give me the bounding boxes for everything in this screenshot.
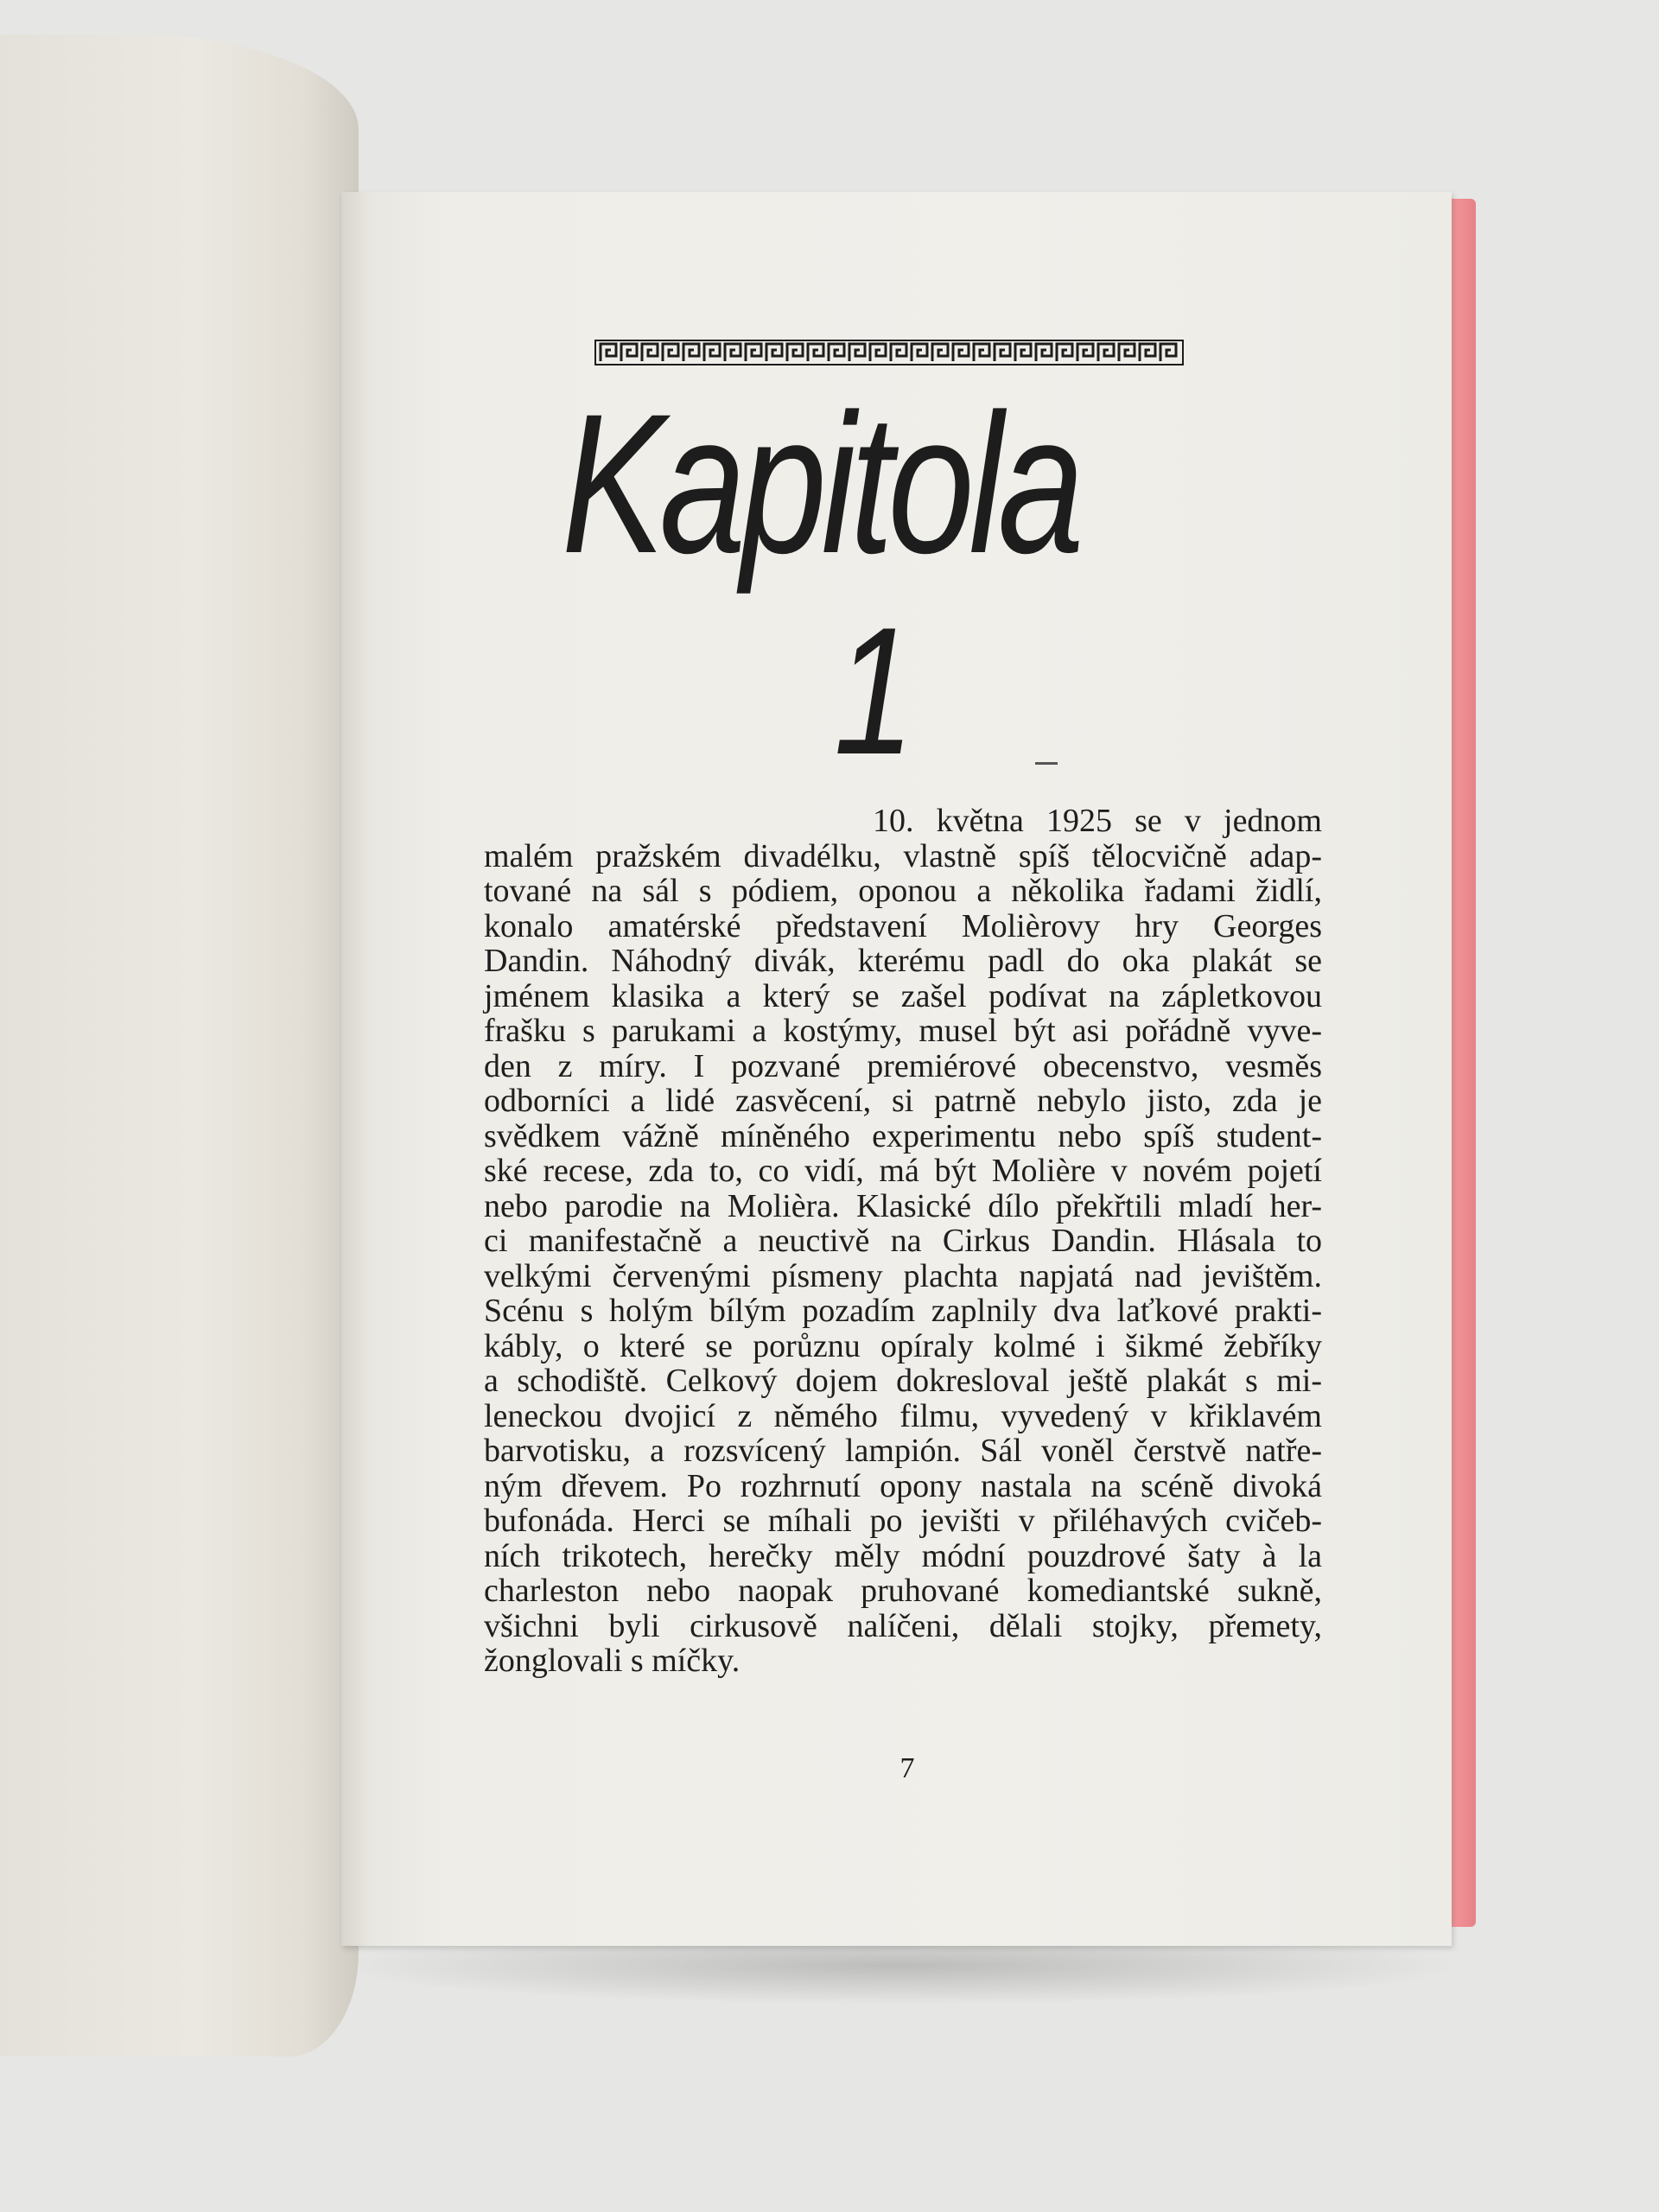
greek-key-ornament <box>594 335 1184 370</box>
text-line: charleston nebo naopak pruhované komediantské sukně, <box>484 1573 1322 1609</box>
meander-segment <box>683 344 699 361</box>
text-line: kábly, o které se porůznu opíraly kolmé i šikmé žebříky <box>484 1327 1322 1364</box>
text-line: velkými červenými písmeny plachta napjatá nad jevištěm. <box>484 1257 1322 1294</box>
chapter-title: Kapitola <box>562 372 1079 594</box>
meander-segment <box>1119 344 1135 361</box>
text-line: frašku s parukami a kostýmy, musel být asi pořádně vyve- <box>484 1013 1322 1049</box>
text-line: den z míry. I pozvané premiérové obecenstvo, vesměs <box>484 1047 1322 1084</box>
meander-segment <box>746 344 761 361</box>
text-line: ným dřevem. Po rozhrnutí opony nastala na scéně divoká <box>484 1467 1322 1504</box>
meander-segment <box>663 344 678 361</box>
meander-segment <box>621 344 637 361</box>
text-line: ci manifestačně a neuctivě na Cirkus Dandin. Hlásala to <box>484 1223 1322 1259</box>
meander-segment <box>974 344 989 361</box>
ink-mark <box>1035 762 1058 765</box>
meander-segment <box>1098 344 1114 361</box>
meander-segment <box>1160 344 1176 361</box>
text-line: Dandin. Náhodný divák, kterému padl do oka plakát se <box>484 943 1322 979</box>
meander-segment <box>1015 344 1031 361</box>
chapter-paragraph <box>484 804 1322 1679</box>
text-line: bufonáda. Herci se míhali po jevišti v přiléhavých cvičeb- <box>484 1503 1322 1539</box>
text-line: konalo amatérské představení Molièrovy hry Georges <box>484 907 1322 944</box>
text-line: žonglovali s míčky. <box>484 1643 741 1679</box>
meander-segment <box>932 344 948 361</box>
text-line: 10. května 1925 se v jednom <box>873 803 1322 839</box>
text-line: a schodiště. Celkový dojem dokresloval ještě plakát s mi- <box>484 1363 1322 1399</box>
meander-segment <box>787 344 803 361</box>
page-number: 7 <box>899 1752 915 1784</box>
meander-segment <box>1057 344 1072 361</box>
meander-segment <box>870 344 886 361</box>
text-line: ních trikotech, herečky měly módní pouzdrové šaty à la <box>484 1537 1322 1574</box>
text-line: všichni byli cirkusově nalíčeni, dělali stojky, přemety, <box>484 1607 1322 1644</box>
chapter-number: 1 <box>834 589 915 792</box>
meander-segment <box>1077 344 1093 361</box>
meander-segment <box>725 344 741 361</box>
text-line: svědkem vážně míněného experimentu nebo spíš student- <box>484 1117 1322 1154</box>
meander-segment <box>766 344 782 361</box>
text-line: barvotisku, a rozsvícený lampión. Sál voněl čerstvě natře- <box>484 1433 1322 1469</box>
left-page <box>0 35 359 2056</box>
meander-segment <box>601 344 616 361</box>
meander-segment <box>995 344 1010 361</box>
meander-segment <box>953 344 969 361</box>
meander-segment <box>912 344 927 361</box>
text-line: odborníci a lidé zasvěcení, si patrně nebylo jisto, zda je <box>484 1083 1322 1119</box>
meander-segment <box>1036 344 1052 361</box>
text-line: ské recese, zda to, co vidí, má být Molière v novém pojetí <box>484 1153 1322 1189</box>
text-line: nebo parodie na Molièra. Klasické dílo překřtili mladí her- <box>484 1187 1322 1224</box>
meander-segment <box>849 344 865 361</box>
text-line: tované na sál s pódiem, oponou a několika řadami židlí, <box>484 873 1322 909</box>
text-line: Scénu s holým bílým pozadím zaplnily dva laťkové prakti- <box>484 1293 1322 1329</box>
meander-segment <box>891 344 906 361</box>
text-line: jménem klasika a který se zašel podívat na zápletkovou <box>484 977 1322 1014</box>
text-line: malém pražském divadélku, vlastně spíš tělocvičně adap- <box>484 837 1322 874</box>
meander-segment <box>829 344 844 361</box>
meander-segment <box>642 344 658 361</box>
meander-segment <box>704 344 720 361</box>
meander-segment <box>808 344 823 361</box>
meander-segment <box>1140 344 1155 361</box>
text-line: leneckou dvojicí z němého filmu, vyvedený v křiklavém <box>484 1397 1322 1434</box>
